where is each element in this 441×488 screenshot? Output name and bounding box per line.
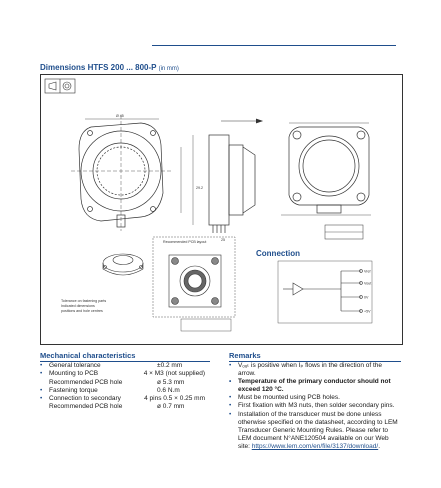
connection-diagram <box>278 261 372 323</box>
mech-row <box>40 395 205 403</box>
mech-row <box>40 370 205 378</box>
title-unit: (in mm) <box>158 66 179 72</box>
mech-label: Recommended PCB hole <box>49 403 123 411</box>
mech-label: Recommended PCB hole <box>49 378 123 386</box>
mechanical-list <box>40 362 205 412</box>
legend-line-2: Indicated dimensions <box>61 304 95 308</box>
mech-row <box>40 403 205 411</box>
remark-item: • Vₒᵤₜ is positive when Iₚ flows in the direction of the arrow. <box>229 362 401 378</box>
remark-item <box>229 411 401 451</box>
mech-value: 0.6 N.m <box>157 386 180 394</box>
mech-value: 4 pins 0.5 × 0.25 mm <box>144 395 205 403</box>
pcb-layout-label: Recommended PCB layout <box>163 240 207 244</box>
mech-row <box>40 379 205 387</box>
mech-value: ±0.2 mm <box>157 362 183 369</box>
mech-row <box>40 362 205 370</box>
legend-line-1: Tolerance on fastening parts <box>61 299 107 303</box>
remark-end: . <box>378 442 381 450</box>
legend-notes <box>61 299 106 313</box>
page-title <box>40 63 179 72</box>
mech-label: • Fastening torque <box>40 387 157 395</box>
remark-item: • Must be mounted using PCB holes. <box>229 394 401 402</box>
projection-icon <box>45 79 75 93</box>
dimension-drawing <box>40 74 403 345</box>
drawing-svg <box>41 75 402 344</box>
side-height-label: 29.2 <box>196 186 203 190</box>
side-view <box>181 119 262 233</box>
pin-label-2: Vout <box>364 281 372 286</box>
mech-label: • General tolerance <box>40 362 157 370</box>
remark-item: • Temperature of the primary conductor should not exceed 120 °C. <box>229 378 401 394</box>
rear-view <box>281 123 371 239</box>
mech-value: ø 0.7 mm <box>157 403 185 411</box>
mechanical-heading: Mechanical characteristics <box>40 351 136 360</box>
front-dim-label: Ø 45 <box>116 114 124 118</box>
pcb-layout <box>153 237 235 331</box>
mech-value: ø 5.3 mm <box>157 378 185 386</box>
side-thickness-label: 25 <box>221 238 225 242</box>
mech-value: 4 × M3 (not supplied) <box>143 370 205 378</box>
front-view <box>71 115 171 231</box>
mech-row <box>40 387 205 395</box>
remarks-heading: Remarks <box>229 351 261 360</box>
remark-text: Installation of the transducer must be done unless otherwise specified on the datasheet, according to LEM Transducer Generic Mounting Rules. Please refer to LEM document N°ANE120504 available on our Web site: <box>238 410 398 450</box>
lem-download-link[interactable]: https://www.lem.com/en/file/3137/download/ <box>251 442 379 450</box>
isometric-view <box>103 254 143 275</box>
pin-label-3: 0V <box>364 295 369 300</box>
pin-label-1: Vref <box>364 269 371 274</box>
legend-line-3: positions and hole centres <box>61 309 103 313</box>
header-rule <box>152 45 396 46</box>
remarks-list <box>229 362 401 451</box>
connection-title: Connection <box>256 249 300 258</box>
title-main: Dimensions HTFS 200 ... 800-P <box>40 63 157 72</box>
mech-label: • Connection to secondary <box>40 395 144 403</box>
remark-item: • First fixation with M3 nuts, then solder secondary pins. <box>229 402 401 410</box>
pin-label-4: +5V <box>364 309 371 314</box>
mech-label: • Mounting to PCB <box>40 370 144 378</box>
